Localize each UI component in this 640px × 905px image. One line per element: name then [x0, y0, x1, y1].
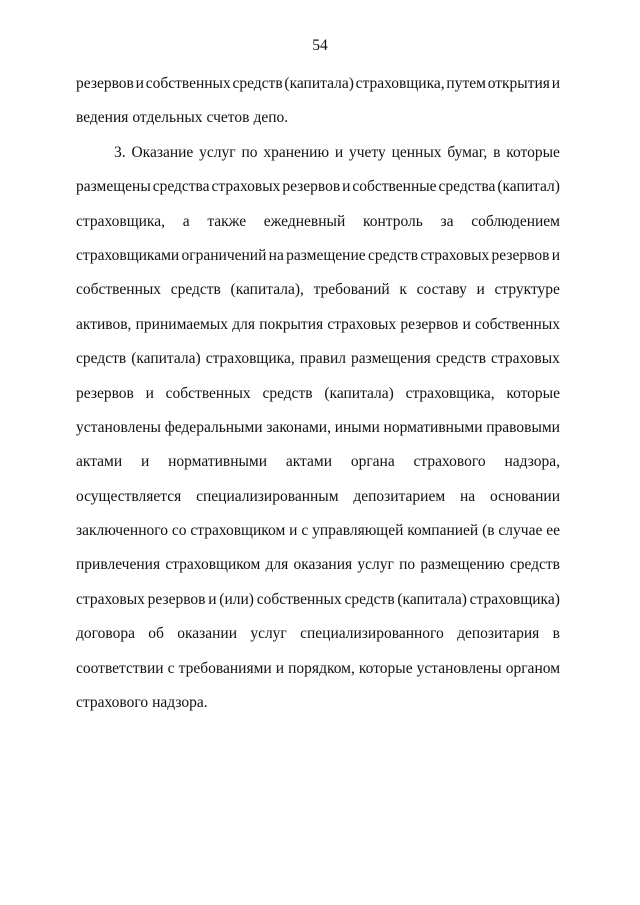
word: с	[167, 659, 175, 677]
word: принимаемых	[135, 315, 229, 333]
word: ценных	[391, 143, 442, 161]
text-line	[76, 418, 560, 452]
word: органа	[350, 453, 395, 471]
word: нормативными	[168, 453, 268, 471]
word: хранению	[263, 143, 330, 161]
word: и	[275, 659, 285, 677]
word: законами,	[266, 418, 331, 436]
word: собственные	[352, 178, 437, 196]
word: случае	[498, 522, 543, 540]
word: (или)	[219, 590, 254, 608]
word: оказания	[293, 556, 353, 574]
text-line	[76, 452, 560, 486]
text-line	[76, 74, 560, 108]
word: собственных	[76, 281, 162, 299]
word: путем	[446, 75, 486, 92]
word: и	[462, 315, 471, 333]
word: органом	[505, 659, 560, 677]
word: страховых	[420, 246, 490, 264]
text-line	[76, 487, 560, 521]
word: страховщика,	[76, 212, 165, 230]
word: которые	[358, 659, 413, 677]
word: (капитал)	[497, 178, 560, 196]
word: соблюдением	[471, 212, 560, 230]
word: резервов	[76, 75, 134, 92]
word: а	[182, 212, 190, 230]
word: средства	[438, 178, 496, 196]
text-line	[76, 521, 560, 555]
word: собственных	[256, 590, 342, 608]
word: и	[334, 143, 344, 161]
word: размещены	[76, 178, 151, 196]
word: активов,	[76, 315, 132, 333]
word: (капитала)	[131, 350, 201, 368]
word: страховых	[76, 590, 145, 608]
word: резервов	[147, 590, 206, 608]
word: с	[301, 522, 309, 540]
word: со	[171, 522, 187, 540]
word: управляющей	[312, 522, 404, 540]
word: страхового	[76, 694, 149, 712]
word: собственных	[165, 384, 251, 402]
word: нормативными	[383, 418, 483, 436]
word: в	[552, 625, 560, 643]
word: Оказание	[131, 143, 194, 161]
word: учету	[349, 143, 386, 161]
word: депо.	[253, 109, 289, 127]
word: и	[135, 75, 144, 92]
word: соответствии	[76, 659, 164, 677]
text-line	[76, 246, 560, 280]
word: и	[140, 453, 150, 471]
word: основании	[490, 487, 560, 505]
word: контроль	[362, 212, 423, 230]
word: оказании	[177, 625, 238, 643]
text-line	[76, 315, 560, 349]
word: осуществляется	[76, 487, 182, 505]
word: депозитария	[457, 625, 540, 643]
word: 3.	[114, 143, 126, 161]
word: и	[145, 384, 154, 402]
text-line	[76, 108, 560, 142]
word: требованиями	[178, 659, 272, 677]
text-line	[76, 659, 560, 693]
word: резервов	[400, 315, 459, 333]
word: по	[241, 143, 258, 161]
paragraph-continuation	[76, 74, 560, 143]
text-line	[76, 384, 560, 418]
word: специализированным	[196, 487, 339, 505]
word: отдельных	[132, 109, 203, 127]
word: размещению	[420, 556, 505, 574]
word: порядком,	[288, 659, 355, 677]
word: для	[265, 556, 289, 574]
word: средств	[344, 590, 395, 608]
word: счетов	[206, 109, 250, 127]
text-line	[76, 693, 560, 727]
word: структуре	[494, 281, 560, 299]
word: средств	[367, 246, 419, 264]
text-line	[76, 590, 560, 624]
word: страховщиком	[190, 522, 286, 540]
word: установлены	[76, 418, 161, 436]
word: установлены	[416, 659, 502, 677]
word: специализированного	[300, 625, 444, 643]
word: привлечения	[76, 556, 161, 574]
text-line	[76, 212, 560, 246]
word: депозитарием	[353, 487, 446, 505]
word: актами	[76, 453, 123, 471]
word: средств	[435, 350, 487, 368]
word: (капитала),	[230, 281, 304, 299]
word: (капитала)	[284, 75, 354, 92]
word: требований	[313, 281, 390, 299]
word: средств	[262, 384, 313, 402]
word: и	[208, 590, 217, 608]
text-line	[76, 349, 560, 383]
word: иными	[334, 418, 380, 436]
document-body	[76, 74, 560, 727]
word: федеральными	[164, 418, 263, 436]
word: которые	[506, 384, 560, 402]
word: правил	[299, 350, 347, 368]
word: страховых	[491, 350, 560, 368]
word: страховщика,	[405, 384, 495, 402]
word: бумаг,	[447, 143, 488, 161]
word: ведения	[76, 109, 129, 127]
word: надзора.	[152, 694, 208, 712]
word: к	[399, 281, 407, 299]
word: средств	[232, 75, 283, 92]
word: на	[460, 487, 476, 505]
word: (капитала)	[397, 590, 467, 608]
word: компанией	[407, 522, 479, 540]
word: в	[493, 143, 501, 161]
word: и	[289, 522, 298, 540]
word: резервов	[282, 178, 341, 196]
word: открытия	[487, 75, 550, 92]
word: договора	[76, 625, 135, 643]
word: надзора,	[504, 453, 560, 471]
word: ее	[546, 522, 560, 540]
word: услуг	[357, 556, 394, 574]
word: средств	[76, 350, 127, 368]
word: страховых	[327, 315, 397, 333]
word: резервов	[76, 384, 134, 402]
word: и	[551, 246, 560, 264]
word: составу	[416, 281, 467, 299]
word: правовыми	[486, 418, 560, 436]
word: страховщика,	[355, 75, 445, 92]
word: и	[342, 178, 351, 196]
word: ежедневный	[263, 212, 346, 230]
text-line	[76, 280, 560, 314]
word: собственных	[474, 315, 560, 333]
word: страховщика)	[469, 590, 560, 608]
word: покрытия	[259, 315, 324, 333]
paragraph-3	[76, 143, 560, 728]
word: и	[476, 281, 485, 299]
word: ограничений	[181, 246, 267, 264]
word: (капитала)	[324, 384, 394, 402]
word: заключенного	[76, 522, 168, 540]
word: актами	[285, 453, 332, 471]
word: страхового	[413, 453, 486, 471]
word: по	[399, 556, 416, 574]
word: услуг	[199, 143, 236, 161]
word: также	[207, 212, 247, 230]
word: (в	[482, 522, 495, 540]
word: для	[232, 315, 255, 333]
word: средств	[509, 556, 560, 574]
text-line	[76, 177, 560, 211]
word: за	[440, 212, 454, 230]
word: на	[268, 246, 284, 264]
page-number: 54	[312, 37, 328, 54]
word: которые	[506, 143, 560, 161]
word: средств	[170, 281, 221, 299]
word: размещения	[351, 350, 431, 368]
word: страховщиками	[76, 246, 180, 264]
word: страховщиком	[165, 556, 261, 574]
text-line	[76, 143, 560, 177]
word: услуг	[250, 625, 287, 643]
word: средства	[152, 178, 210, 196]
word: страховщика,	[205, 350, 295, 368]
text-line	[76, 555, 560, 589]
word: страховых	[211, 178, 281, 196]
word: и	[551, 75, 560, 92]
word: собственных	[145, 75, 231, 92]
text-line	[76, 624, 560, 658]
word: размещение	[286, 246, 366, 264]
word: об	[148, 625, 164, 643]
word: резервов	[491, 246, 550, 264]
